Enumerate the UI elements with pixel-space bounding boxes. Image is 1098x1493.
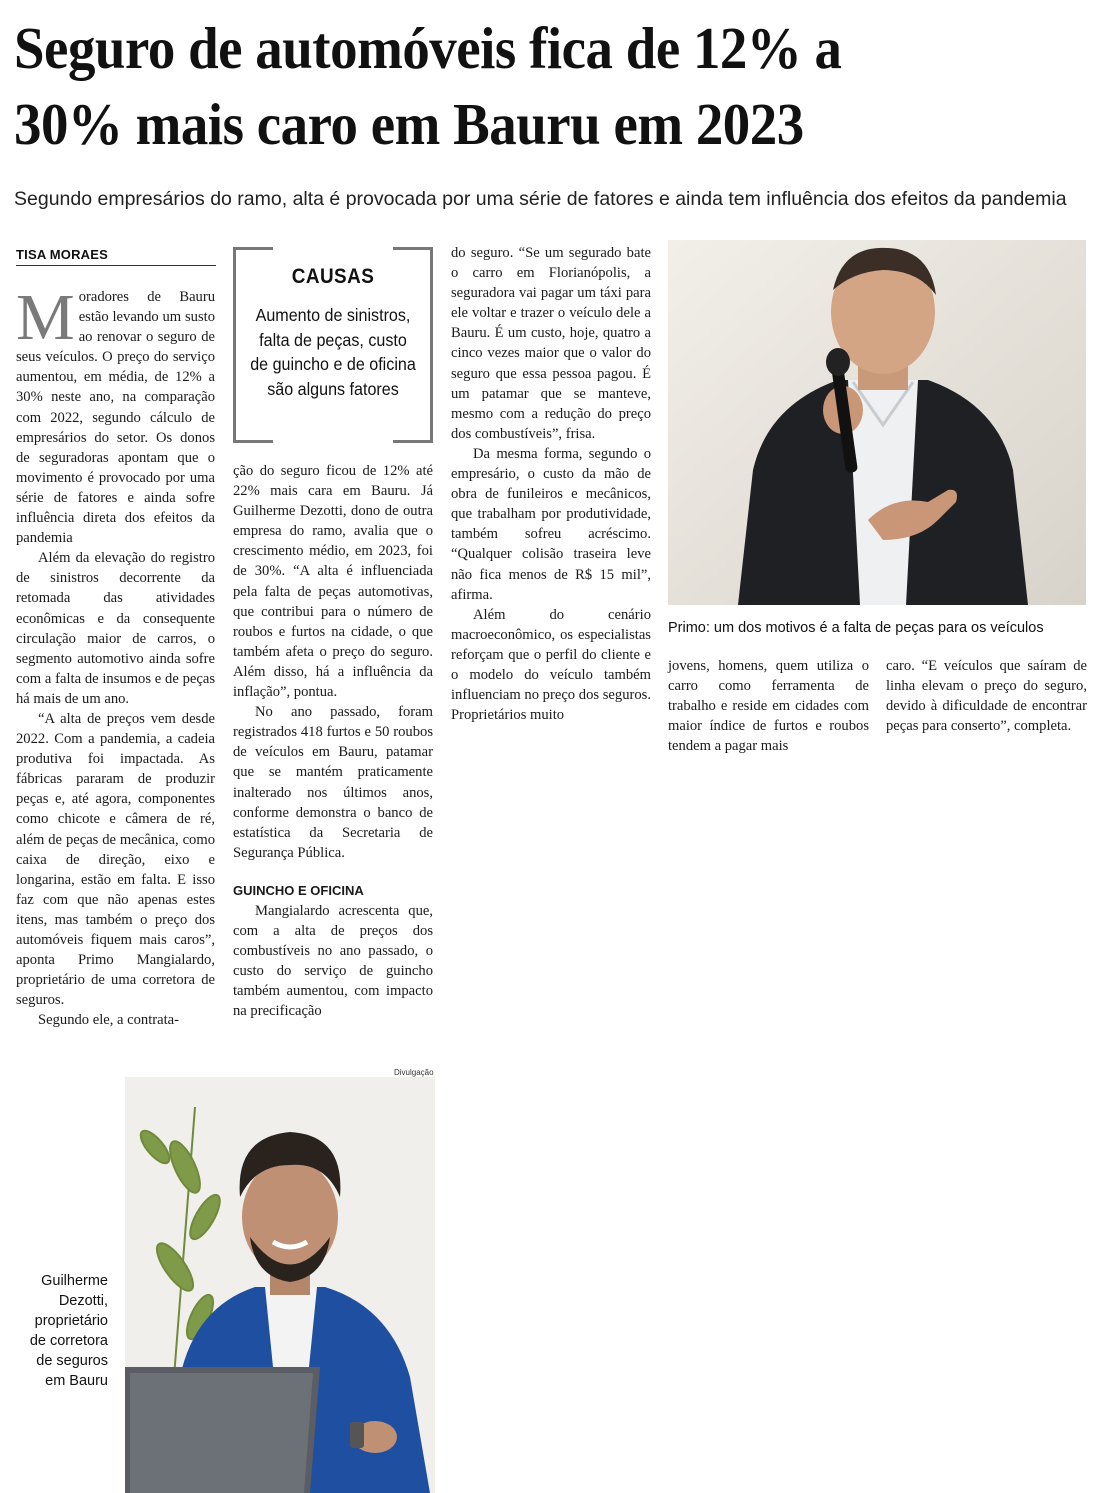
- photo-primo-caption: Primo: um dos motivos é a falta de peças para os veículos: [668, 620, 1044, 636]
- column-3: [451, 243, 651, 725]
- subhead: GUINCHO E OFICINA: [233, 882, 364, 898]
- photo-guilherme-caption: Guilherme Dezotti, proprietário de corretora de seguros em Bauru: [29, 1273, 108, 1389]
- frame-corner: [233, 440, 273, 443]
- speaker-photo: [668, 240, 1086, 605]
- paragraph: ção do seguro ficou de 12% até 22% mais cara em Bauru. Já Guilherme Dezotti, dono de outra empresa do ramo, avalia que o crescimento médio, em 2023, foi de 30%. “A alta é influenciada pela falta de peças automotivas, que contribui para o número de roubos e furtos na cidade, o que também afeta o preço do seguro. Além disso, há a influência da inflação”, pontua.: [233, 463, 433, 701]
- dropcap: M: [16, 281, 75, 354]
- paragraph: Da mesma forma, segundo o empresário, o custo da mão de obra de funileiros e mecânicos, que trabalham por produtividade, também sofreu acréscimo. “Qualquer colisão traseira leve não fica menos de R$ 15 mil”, afirma.: [451, 445, 651, 603]
- businessman-photo: [125, 1077, 435, 1493]
- photo-credit: Divulgação: [394, 1068, 434, 1077]
- causas-text: Aumento de sinistros, falta de peças, custo de guincho e de oficina são alguns fatores: [250, 305, 416, 399]
- paragraph: caro. “E veículos que saíram de linha elevam o preço do seguro, devido à dificuldade de encontrar peças para conserto”, completa.: [886, 658, 1087, 735]
- frame-corner: [233, 247, 273, 250]
- paragraph: “A alta de preços vem desde 2022. Com a pandemia, a cadeia produtiva foi impactada. As fábricas pararam de produzir peças e, até agora, componentes como chicote e câmera de ré, além de peças de mecânica, como caixa de direção, eixo e longarina, estão em falta. E isso faz com que não apenas estes itens, mas também o preço dos automóveis fiquem mais caros”, aponta Primo Mangialardo, proprietário de uma corretora de seguros.: [16, 710, 215, 1009]
- frame-corner: [393, 247, 433, 250]
- photo-primo: [668, 240, 1086, 605]
- paragraph: Além do cenário macroeconômico, os especialistas reforçam que o perfil do cliente e o modelo do veículo também influenciam no preço dos seguros. Proprietários muito: [451, 606, 651, 724]
- column-1: [16, 281, 215, 1030]
- paragraph: Além da elevação do registro de sinistros decorrente da retomada das atividades econômicas e da consequente circulação maior de carros, o segmento automotivo ainda sofre com a falta de insumos e de peças há mais de um ano.: [16, 550, 215, 707]
- causas-title: CAUSAS: [291, 265, 375, 288]
- headline-line-2: 30% mais caro em Bauru em 2023: [14, 91, 804, 157]
- paragraph: Segundo ele, a contrata-: [38, 1012, 180, 1029]
- headline: [14, 10, 1093, 162]
- paragraph: Mangialardo acrescenta que, com a alta de preços dos combustíveis no ano passado, o custo do serviço de guincho também aumentou, com impacto na precificação: [233, 902, 433, 1020]
- column-2: [233, 461, 433, 1022]
- paragraph: Moradores de Bauru estão levando um susto ao renovar o seguro de seus veículos. O preço do serviço aumentou, em média, de 12% a 30% neste ano, na comparação com 2022, segundo cálculo de empresários do setor. Os donos de seguradoras apontam que o movimento é provocado por uma série de fatores e ainda sofre influência direta dos efeitos da pandemia: [16, 281, 215, 547]
- headline-line-1: Seguro de automóveis fica de 12% a: [14, 15, 842, 81]
- column-4: [668, 656, 869, 756]
- paragraph: jovens, homens, quem utiliza o carro como ferramenta de trabalho e reside em cidades com maior índice de furtos e roubos tendem a pagar mais: [668, 658, 869, 755]
- causas-box: [233, 247, 433, 443]
- paragraph: do seguro. “Se um segurado bate o carro em Florianópolis, a seguradora vai pagar um táxi para ele voltar e trazer o veículo dele a Bauru. É um custo, hoje, quatro a cinco vezes maior que o valor do seguro que essa pessoa pagou. É um patamar que se manteve, mesmo com a redução do preço dos combustíveis”, frisa.: [451, 245, 651, 442]
- column-5: [886, 656, 1087, 736]
- photo-guilherme: [125, 1077, 435, 1493]
- byline: TISA MORAES: [16, 247, 216, 266]
- frame-corner: [393, 440, 433, 443]
- subtitle: Segundo empresários do ramo, alta é provocada por uma série de fatores e ainda tem influência dos efeitos da pandemia: [14, 188, 1067, 210]
- paragraph: No ano passado, foram registrados 418 furtos e 50 roubos de veículos em Bauru, patamar que se mantém praticamente inalterado nos últimos anos, conforme demonstra o banco de estatística da Secretaria de Segurança Pública.: [233, 704, 433, 861]
